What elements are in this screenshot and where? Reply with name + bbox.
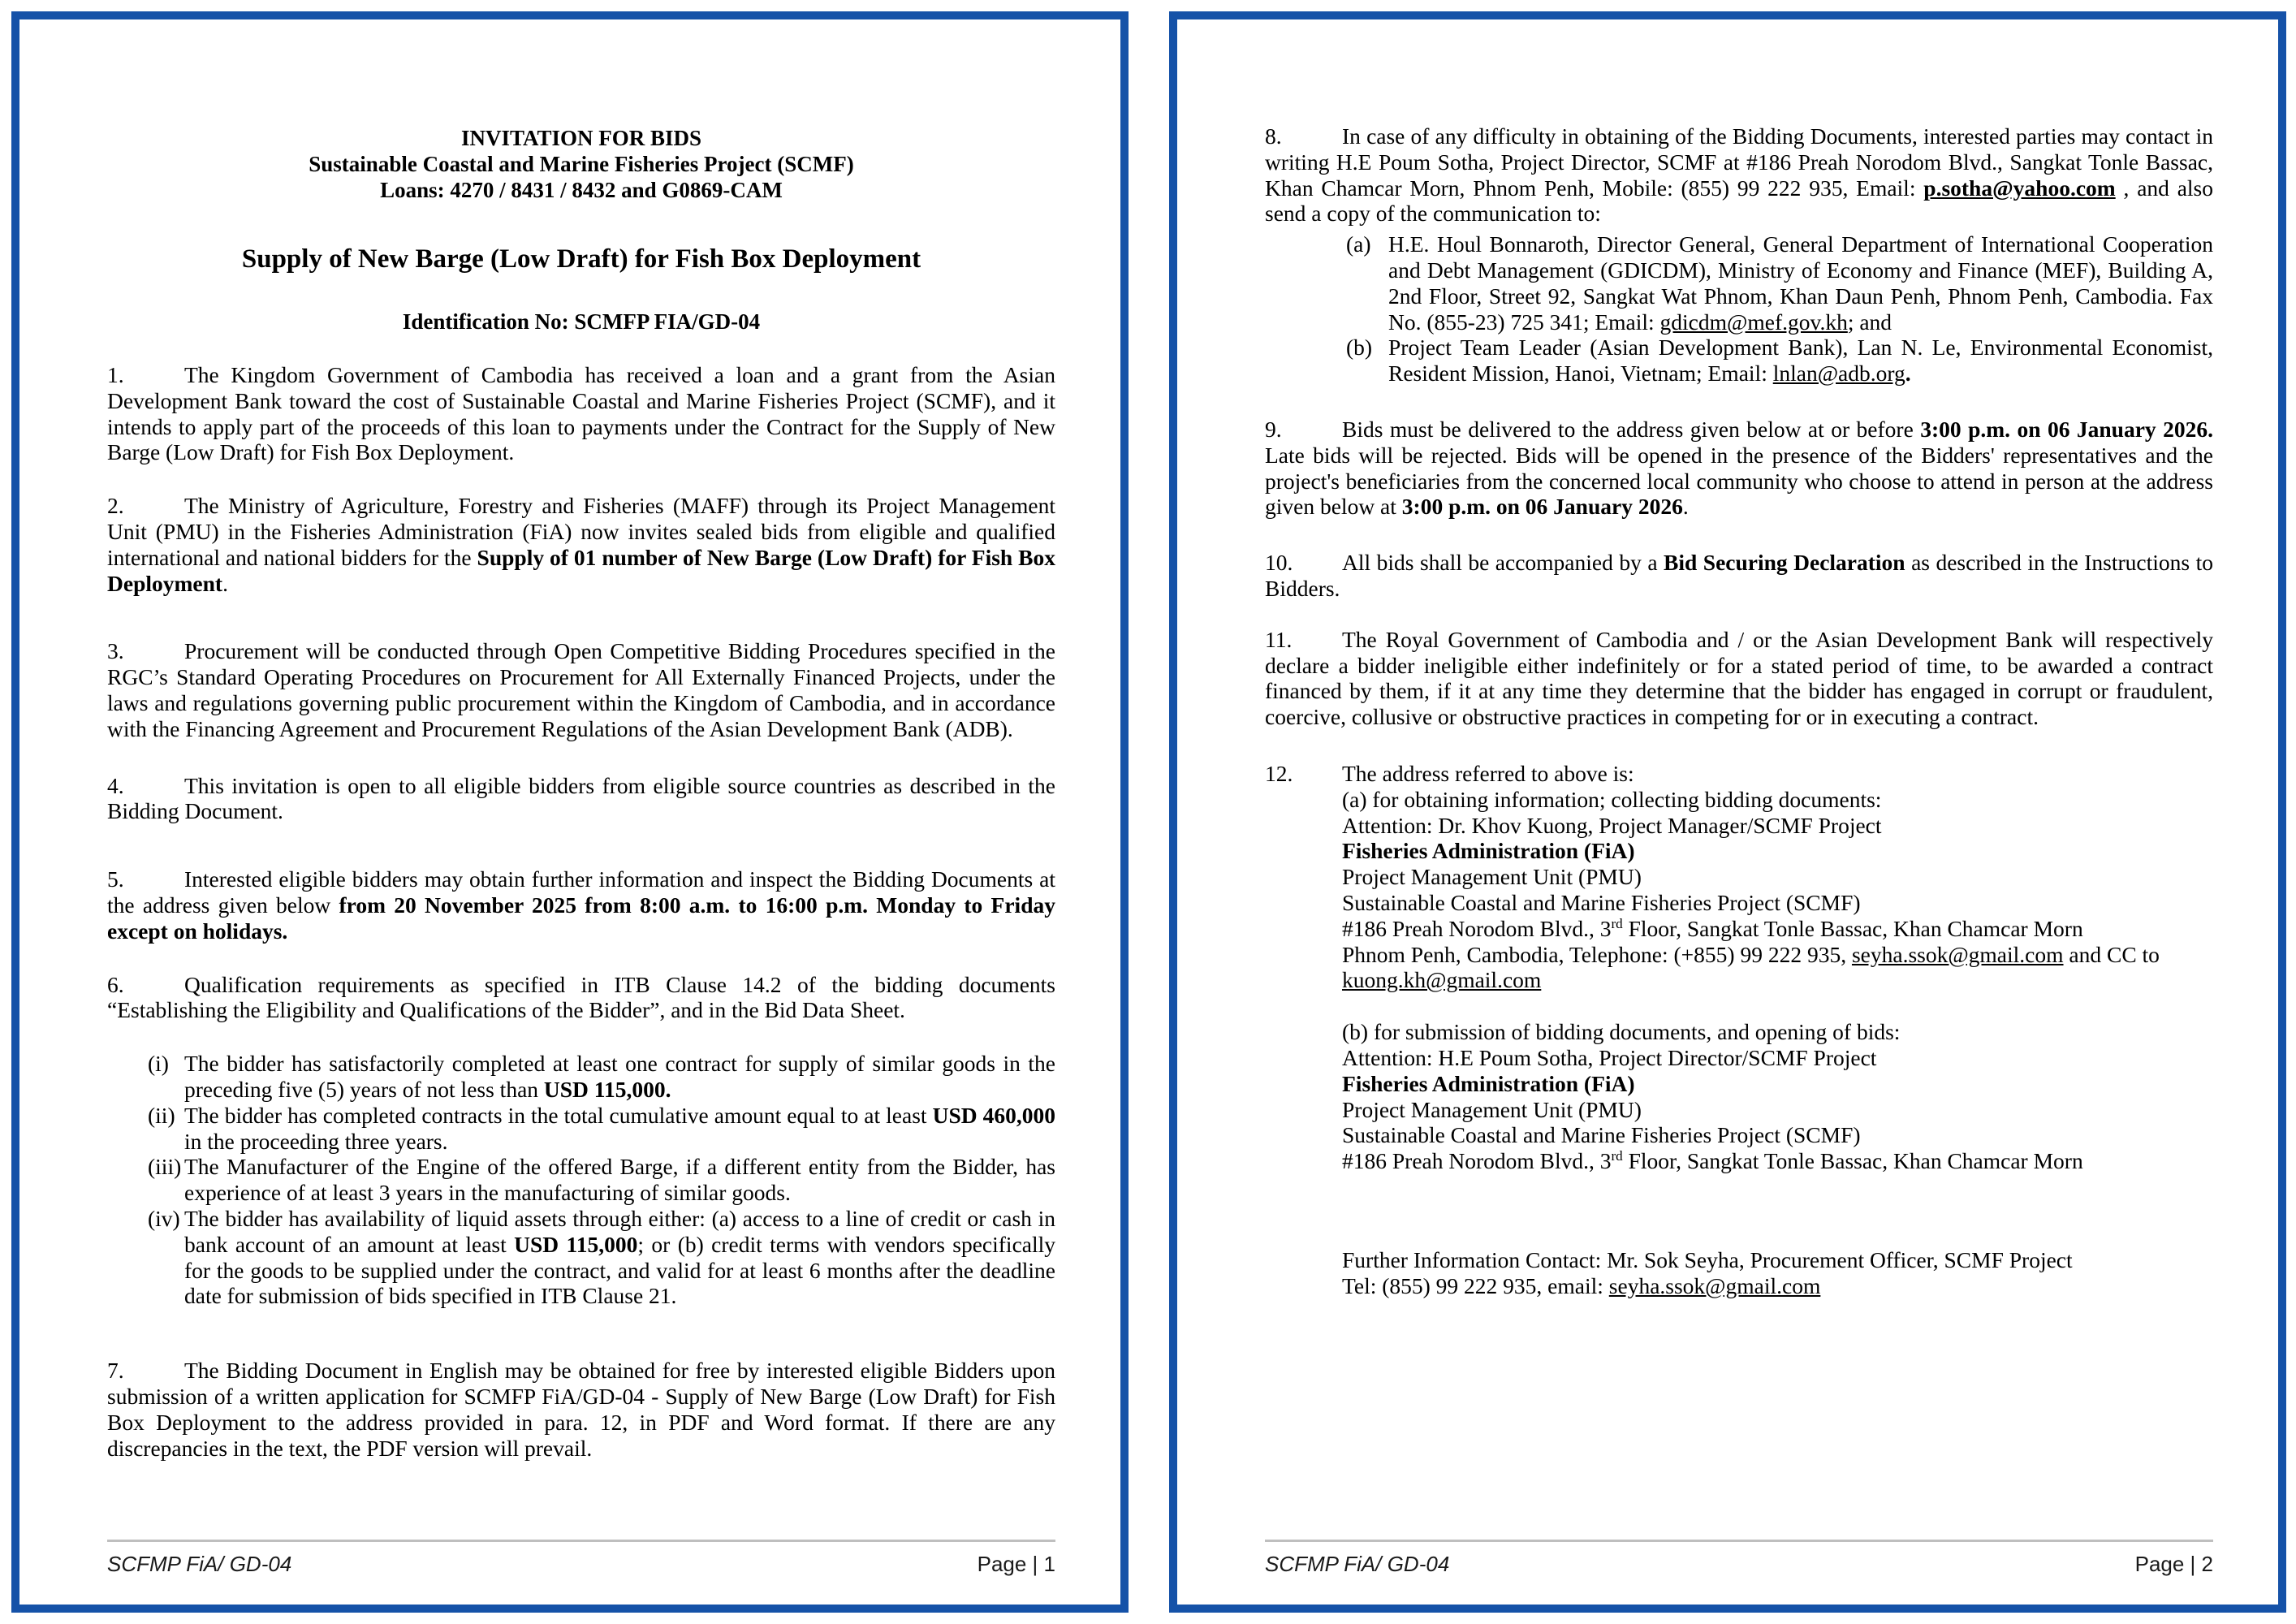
email-link[interactable]: p.sotha@yahoo.com <box>1923 175 2116 201</box>
text-run: The bidder has completed contracts in the total cumulative amount equal to at least <box>184 1102 933 1128</box>
document-title: Supply of New Barge (Low Draft) for Fish Box Deployment <box>241 244 921 274</box>
text-run: Fisheries Administration (FiA) <box>1342 838 1635 864</box>
text-run: (a) for obtaining information; collecting bidding documents: <box>1342 786 1882 812</box>
paragraph <box>1265 550 2213 602</box>
page-number: Page | 2 <box>2134 1552 2213 1576</box>
address-line <box>1265 1097 2213 1123</box>
spacer <box>1265 993 2213 1019</box>
list-item <box>107 1103 1055 1155</box>
address-line <box>1265 1019 2213 1045</box>
text-run: #186 Preah Norodom Blvd., 3 <box>1342 1148 1612 1174</box>
text-run: Project Team Leader (Asian Development Bank), Lan N. Le, Environmental Economist, Resident Mission, Hanoi, Vietnam; Email: <box>1388 335 2213 387</box>
paragraph <box>1265 417 2213 520</box>
text-run: Fisheries Administration (FiA) <box>1342 1070 1635 1096</box>
paragraph <box>107 362 1055 465</box>
paragraph <box>1265 627 2213 730</box>
page-2-body <box>1265 19 2213 1298</box>
header-line-loans: Loans: 4270 / 8431 / 8432 and G0869-CAM <box>380 178 783 202</box>
paragraph-number: 9. <box>1265 416 1282 442</box>
address-line <box>1265 813 2213 839</box>
paragraph-number: 2. <box>107 493 124 519</box>
text-run: and CC to <box>2063 941 2160 967</box>
text-run: The Ministry of Agriculture, Forestry and Fisheries (MAFF) through its Project Management Unit (PMU) in the Fisheries Administration (FiA) now invites sealed bids from eligible and qualified international and national bidders for the <box>107 493 1055 570</box>
text-run: The address referred to above is: <box>1342 760 1634 786</box>
header-line-invitation: INVITATION FOR BIDS <box>460 126 702 150</box>
text-run: . <box>1905 361 1911 387</box>
email-link[interactable]: kuong.kh@gmail.com <box>1342 967 1542 993</box>
list-marker: (a) <box>1346 231 1371 257</box>
text-run: , and also send a copy of the communication to: <box>1265 175 2214 227</box>
address-line <box>1265 787 2213 813</box>
text-run: . <box>1682 494 1689 520</box>
text-run: The bidder has availability of liquid assets through either: (a) access to a line of credit or cash in bank account of an amount at least <box>184 1205 1055 1257</box>
paragraph-number: 6. <box>107 971 124 997</box>
text-run: in the proceeding three years. <box>184 1128 448 1154</box>
text-run: ; or (b) credit terms with vendors specifically for the goods to be supplied under the contract, and valid for at least 6 months after the deadline date for submission of bids specified in ITB Clause 21. <box>184 1231 1056 1309</box>
text-run: Project Management Unit (PMU) <box>1342 864 1642 890</box>
text-run: as described in the Instructions to Bidders. <box>1265 550 2213 601</box>
text-run: USD 460,000 <box>932 1102 1055 1128</box>
page-1-footer <box>107 1540 1055 1577</box>
text-run: (b) for submission of bidding documents, and opening of bids: <box>1342 1019 1901 1045</box>
text-run: Floor, Sangkat Tonle Bassac, Khan Chamcar Morn <box>1622 915 2083 941</box>
text-run: from 20 November 2025 from 8:00 a.m. to 16:00 p.m. Monday to Friday except on holidays. <box>107 892 1055 944</box>
text-run: Supply of 01 number of New Barge (Low Draft) for Fish Box Deployment <box>107 544 1055 596</box>
paragraph-number: 8. <box>1265 123 1282 149</box>
paragraph <box>107 972 1055 1024</box>
text-run: The bidder has satisfactorily completed at least one contract for supply of similar goods in the preceding five (5) years of not less than <box>184 1051 1055 1102</box>
header-line-project: Sustainable Coastal and Marine Fisheries Project (SCMF) <box>309 152 854 176</box>
page-1-body <box>107 362 1055 1461</box>
paragraph-number: 5. <box>107 866 124 892</box>
text-run: This invitation is open to all eligible bidders from eligible source countries as described in the Bidding Document. <box>107 772 1055 824</box>
text-run: The Royal Government of Cambodia and / or the Asian Development Bank will respectively declare a bidder ineligible either indefinitely or for a stated period of time, to be awarded a contract financed by them, if it at any time they determine that the bidder has engaged in corrupt or fraudulent, coercive, collusive or obstructive practices in competing for or in executing a contract. <box>1265 626 2213 730</box>
paragraph-number: 1. <box>107 362 124 387</box>
list-marker: (i) <box>148 1051 169 1077</box>
address-line <box>1265 1148 2213 1174</box>
page-number: Page | 1 <box>977 1552 1055 1576</box>
list-item <box>107 1154 1055 1206</box>
text-run: Sustainable Coastal and Marine Fisheries Project (SCMF) <box>1342 1122 1861 1148</box>
ordinal-superscript: rd <box>1611 1147 1623 1164</box>
text-run: ; and <box>1847 309 1892 335</box>
address-line <box>1265 890 2213 916</box>
list-item <box>1265 335 2213 387</box>
list-marker: (b) <box>1346 335 1373 361</box>
paragraph <box>107 493 1055 596</box>
text-run: The Kingdom Government of Cambodia has received a loan and a grant from the Asian Development Bank toward the cost of Sustainable Coastal and Marine Fisheries Project (SCMF), and it intends to apply part of the proceeds of this loan to payments under the Contract for the Supply of New Barge (Low Draft) for Fish Box Deployment. <box>107 362 1055 465</box>
paragraph <box>107 773 1055 825</box>
text-run: Bids must be delivered to the address given below at or before <box>1342 416 1921 442</box>
text-run: H.E. Houl Bonnaroth, Director General, General Department of International Cooperation and Debt Management (GDICDM), Ministry of Economy and Finance (MEF), Building A, 2nd Floor, Street 92, Sangkat Wat Phnom, Khan Daun Penh, Phnom Penh, Cambodia. Fax No. (855-23) 725 341; Email: <box>1388 231 2213 335</box>
text-run: Tel: (855) 99 222 935, email: <box>1342 1272 1609 1298</box>
document-header <box>107 19 1055 203</box>
text-run: Project Management Unit (PMU) <box>1342 1096 1642 1122</box>
paragraph-number: 11. <box>1265 626 1293 652</box>
text-run: Qualification requirements as specified in ITB Clause 14.2 of the bidding documents “Establishing the Eligibility and Qualifications of the Bidder”, and in the Bid Data Sheet. <box>107 971 1055 1023</box>
identification-line: Identification No: SCMFP FIA/GD-04 <box>402 309 761 334</box>
address-line <box>1265 916 2213 942</box>
text-run: Attention: Dr. Khov Kuong, Project Manager/SCMF Project <box>1342 812 1882 838</box>
paragraph <box>1265 123 2213 227</box>
text-run: The Bidding Document in English may be obtained for free by interested eligible Bidders upon submission of a written application for SCMFP FiA/GD-04 - Supply of New Barge (Low Draft) for Fish Box Deployment to the address provided in para. 12, in PDF and Word format. If there are any discrepancies in the text, the PDF version will prevail. <box>107 1358 1055 1461</box>
text-run: USD 115,000. <box>543 1076 671 1102</box>
text-run: Interested eligible bidders may obtain further information and inspect the Bidding Documents at the address given below <box>107 866 1055 918</box>
text-run: Procurement will be conducted through Open Competitive Bidding Procedures specified in the RGC’s Standard Operating Procedures on Procurement for All Externally Financed Projects, under the laws and regulations governing public procurement within the Kingdom of Cambodia, and in accordance with the Financing Agreement and Procurement Regulations of the Asian Development Bank (ADB). <box>107 638 1055 741</box>
list-item <box>107 1051 1055 1103</box>
paragraph <box>107 638 1055 741</box>
email-link[interactable]: lnlan@adb.org <box>1772 361 1905 387</box>
text-run: Floor, Sangkat Tonle Bassac, Khan Chamcar Morn <box>1622 1148 2083 1174</box>
paragraph <box>107 1358 1055 1461</box>
list-item <box>1265 231 2213 335</box>
text-run: Attention: H.E Poum Sotha, Project Director/SCMF Project <box>1342 1044 1877 1070</box>
text-run: Phnom Penh, Cambodia, Telephone: (+855) 99 222 935, <box>1342 941 1852 967</box>
list-item <box>107 1206 1055 1309</box>
footer-reference: SCFMP FiA/ GD-04 <box>1265 1552 1450 1576</box>
text-run: The Manufacturer of the Engine of the offered Barge, if a different entity from the Bidder, has experience of at least 3 years in the manufacturing of similar goods. <box>184 1154 1055 1206</box>
footer-reference: SCFMP FiA/ GD-04 <box>107 1552 292 1576</box>
email-link[interactable]: seyha.ssok@gmail.com <box>1608 1272 1821 1298</box>
ordinal-superscript: rd <box>1611 915 1623 931</box>
list-marker: (iii) <box>148 1154 182 1180</box>
page-2-footer <box>1265 1540 2213 1577</box>
text-run: 3:00 p.m. on 06 January 2026 <box>1401 494 1683 520</box>
paragraph-number: 7. <box>107 1358 124 1384</box>
text-run: Bid Securing Declaration <box>1664 550 1905 576</box>
page-2 <box>1169 11 2286 1613</box>
text-run: In case of any difficulty in obtaining of the Bidding Documents, interested parties may contact in writing H.E Poum Sotha, Project Director, SCMF at #186 Preah Norodom Blvd., Sangkat Tonle Bassac, Khan Chamcar Morn, Phnom Penh, Mobile: (855) 99 222 935, Email: <box>1265 123 2213 201</box>
spacer <box>1265 1174 2213 1247</box>
page-1 <box>11 11 1129 1613</box>
address-line <box>1265 1247 2213 1273</box>
address-line <box>1265 1045 2213 1071</box>
paragraph <box>107 866 1055 944</box>
address-line <box>1265 838 2213 864</box>
text-run: Sustainable Coastal and Marine Fisheries Project (SCMF) <box>1342 889 1861 915</box>
paragraph-number: 3. <box>107 638 124 664</box>
email-link[interactable]: seyha.ssok@gmail.com <box>1851 941 2064 967</box>
address-line <box>1265 942 2213 968</box>
paragraph <box>1265 761 2213 787</box>
text-run: USD 115,000 <box>514 1231 638 1257</box>
address-line <box>1265 1071 2213 1097</box>
list-marker: (ii) <box>148 1102 175 1128</box>
email-link[interactable]: gdicdm@mef.gov.kh <box>1659 309 1848 335</box>
paragraph-number: 4. <box>107 772 124 798</box>
address-line <box>1265 1273 2213 1299</box>
text-run: All bids shall be accompanied by a <box>1342 550 1664 576</box>
paragraph-number: 12. <box>1265 760 1293 786</box>
paragraph-number: 10. <box>1265 550 1293 576</box>
text-run: #186 Preah Norodom Blvd., 3 <box>1342 915 1612 941</box>
address-line <box>1265 864 2213 890</box>
list-marker: (iv) <box>148 1205 180 1231</box>
text-run: . <box>222 570 228 596</box>
text-run: Further Information Contact: Mr. Sok Seyha, Procurement Officer, SCMF Project <box>1342 1246 2073 1272</box>
address-line <box>1265 1122 2213 1148</box>
text-run: Late bids will be rejected. Bids will be opened in the presence of the Bidders' representatives and the project's beneficiaries from the concerned local community who choose to attend in person at the address given below at <box>1265 442 2213 520</box>
address-line <box>1265 967 2213 993</box>
text-run: 3:00 p.m. on 06 January 2026. <box>1920 416 2213 442</box>
